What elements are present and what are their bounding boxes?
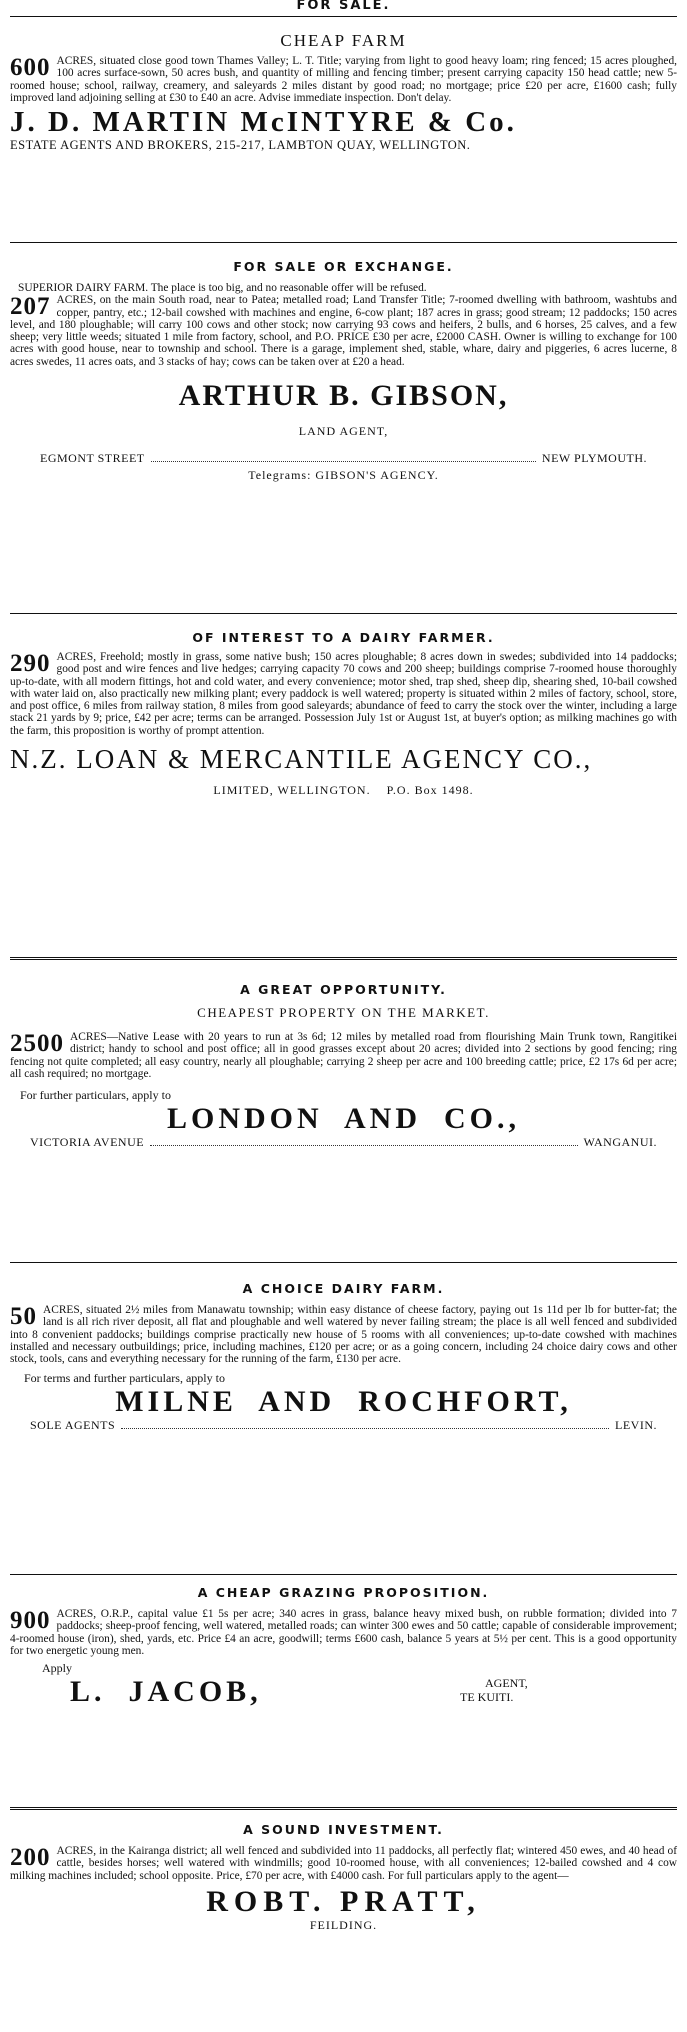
ad-divider — [10, 1807, 677, 1810]
apply-line: For further particulars, apply to — [20, 1088, 171, 1103]
acreage-number: 50 — [10, 1303, 37, 1330]
ad-body — [10, 1608, 677, 1657]
ad-heading: A SOUND INVESTMENT. — [243, 1822, 444, 1837]
ad-intro: SUPERIOR DAIRY FARM. The place is too big, and no reasonable offer will be refused. — [18, 282, 427, 294]
ad-heading: CHEAP FARM — [280, 31, 407, 50]
agent-street: EGMONT STREET — [40, 451, 145, 466]
agent-name: J. D. MARTIN McINTYRE & Co. — [10, 106, 517, 139]
agent-address: LIMITED, WELLINGTON. P.O. Box 1498. — [213, 783, 474, 798]
ad-great-opportunity — [10, 982, 677, 1262]
agent-town: LEVIN. — [615, 1418, 657, 1433]
ad-choice-dairy-farm — [10, 1281, 677, 1574]
apply-line: For terms and further particulars, apply to — [24, 1371, 225, 1386]
agent-address-row — [10, 1135, 677, 1150]
acreage-number: 2500 — [10, 1030, 64, 1057]
acreage-number: 200 — [10, 1844, 51, 1871]
ad-dairy-farmer — [10, 630, 677, 957]
leader-dots — [121, 1418, 609, 1429]
ad-heading: FOR SALE OR EXCHANGE. — [233, 259, 454, 274]
agent-address-row — [10, 451, 677, 466]
leader-dots — [150, 1135, 577, 1146]
ad-body — [10, 651, 677, 737]
ad-text: ACRES, O.R.P., capital value £1 5s per acre; 340 acres in grass, balance heavy mixed bush, on rubble formation; divided into 7 paddocks; sheep-proof fencing, well watered, metalled roads; can winter 300 ewes and 50 cattle; capable of considerable improvement; 4-roomed house (iron), shed, yards, etc. Price £4 an acre, goodwill; terms £600 cash, balance 5 years at 5½ per cent. This is a good opportunity for two energetic young men. — [10, 1608, 677, 1657]
ad-sale-or-exchange — [10, 259, 677, 613]
ad-divider — [10, 613, 677, 614]
ad-text: ACRES, situated close good town Thames Valley; L. T. Title; varying from light to good heavy loam; ring fenced; 15 acres ploughed, 100 acres surface-sown, 50 acres bush, and quantity of milling and fencing timber; present carrying capacity 150 head cattle; new 5-roomed house; school, railway, creamery, and saleyards 2 miles distant by good road; no mortgage; price £20 per acre, £1600 cash; fully improved land adjoining selling at £30 to £40 an acre. Advise immediate inspection. Don't delay. — [10, 55, 677, 104]
agent-town: NEW PLYMOUTH. — [541, 451, 647, 466]
ad-heading: A GREAT OPPORTUNITY. — [240, 982, 447, 997]
agent-name: MILNE AND ROCHFORT, — [115, 1385, 572, 1419]
ad-divider — [10, 1262, 677, 1263]
agent-block — [10, 1676, 677, 1716]
ad-sound-investment — [10, 1822, 677, 2032]
agent-name: L. JACOB, — [70, 1675, 262, 1709]
ad-heading: OF INTEREST TO A DAIRY FARMER. — [192, 630, 495, 645]
ad-text: ACRES, Freehold; mostly in grass, some native bush; 150 acres ploughable; 8 acres down in swedes; subdivided into 14 paddocks; good post and wire fences and live hedges; carrying capacity 70 cows and 200 sheep; buildings comprise 7-roomed house thoroughly up-to-date, with all modern fittings, hot and cold water, and every convenience; motor shed, trap shed, sheep dip, shearing shed, 10-bail cowshed with water laid on, also practically new milking plant; every paddock is well watered; property is situated within 2 miles of factory, school, store, and post office, 6 miles from railway station, 8 miles from good saleyards; abundance of feed to carry the stock over the winter, including a large stack 21 yards by 9; price, £42 per acre; terms can be arranged. Possession July 1st or August 1st, at buyer's option; as milking machines go with the farm, this proposition is worthy of prompt attention. — [10, 651, 677, 737]
telegrams: Telegrams: GIBSON'S AGENCY. — [248, 468, 439, 483]
agent-town: TE KUITI. — [460, 1690, 514, 1705]
ad-divider — [10, 1574, 677, 1575]
agent-street: VICTORIA AVENUE — [30, 1135, 145, 1150]
agent-address-row — [10, 1418, 677, 1433]
ad-text: ACRES, in the Kairanga district; all well fenced and subdivided into 11 paddocks, all perfectly flat; wintered 450 ewes, and 40 head of cattle, besides horses; well watered with windmills; good 10-roomed house, with all conveniences; 12-bailed cowshed and 4 cow milking machines included; school opposite. Price, £70 per acre, with £4000 cash. For full particulars apply to the agent— — [10, 1845, 677, 1882]
ad-body — [10, 55, 677, 104]
leader-dots — [151, 451, 536, 462]
agent-name: LONDON AND CO., — [166, 1102, 520, 1136]
ad-cheap-grazing — [10, 1585, 677, 1807]
ad-divider — [10, 242, 677, 243]
acreage-number: 290 — [10, 650, 51, 677]
ad-text: ACRES—Native Lease with 20 years to run at 3s 6d; 12 miles by metalled road from flourishing Main Trunk town, Rangitikei district; handy to school and post office; all in good grasses except about 20 acres; divided into 2 sections by good fencing; ring fencing not quite completed; all easy country, nearly all ploughable; carrying 2 sheep per acre and 100 breeding cattle; price, £2 17s 6d per acre; all cash required; no mortgage. — [10, 1031, 677, 1080]
ad-heading: A CHEAP GRAZING PROPOSITION. — [197, 1585, 490, 1600]
ad-subheading: CHEAPEST PROPERTY ON THE MARKET. — [197, 1005, 490, 1020]
ad-text: ACRES, situated 2½ miles from Manawatu township; within easy distance of cheese factory, paying out 1s 11d per lb for butter-fat; the land is all rich river deposit, all flat and ploughable and well watered by never failing stream; the place is all well fenced and subdivided into 8 convenient paddocks; buildings comprise practically new house of 5 rooms with all conveniences; up-to-date cowshed with machines installed and necessary outbuildings; price, including machines, £120 per acre; or as a going concern, including 24 choice dairy cows and other stock, tools, cans and everything necessary for the running of the farm, £130 per acre. — [10, 1304, 677, 1366]
ad-body — [10, 294, 677, 368]
page-header: FOR SALE. — [296, 0, 391, 13]
agent-town: WANGANUI. — [583, 1135, 657, 1150]
agent-address: ESTATE AGENTS AND BROKERS, 215-217, LAMBTON QUAY, WELLINGTON. — [10, 138, 471, 153]
ad-heading: A CHOICE DAIRY FARM. — [242, 1281, 445, 1296]
ad-body — [10, 1031, 677, 1080]
ad-cheap-farm — [10, 31, 677, 242]
agent-town: FEILDING. — [309, 1917, 378, 1932]
ad-text: ACRES, on the main South road, near to Patea; metalled road; Land Transfer Title; 7-roomed dwelling with bathroom, washtubs and copper, pantry, etc.; 12-bail cowshed with machines and engine, 6-cow plant; 187 acres in grass; good stream; 12 paddocks; 150 acres level, and 180 ploughable; will carry 100 cows and other stock; now carrying 93 cows and heifers, 2 bulls, and 6 horses, 25 calves, and a few sheep; very little weeds; situated 1 mile from factory, school, and P.O. PRICE £30 per acre, £2000 CASH. Owner is willing to exchange for 100 acres with good house, near to township and school. There is a garage, implement shed, stable, whare, dairy and piggeries, 6 acres lucerne, 8 acres swedes, 11 acres oats, and 3 stacks of hay; cows can be taken over at £20 a head. — [10, 294, 677, 368]
agent-name: N.Z. LOAN & MERCANTILE AGENCY CO., — [10, 744, 593, 775]
apply-line: Apply — [42, 1661, 72, 1676]
agent-title: LAND AGENT, — [298, 424, 389, 439]
acreage-number: 600 — [10, 54, 51, 81]
ad-body — [10, 1304, 677, 1365]
acreage-number: 207 — [10, 293, 51, 321]
ad-body — [10, 1845, 677, 1882]
agent-name: ARTHUR B. GIBSON, — [178, 379, 509, 413]
agent-title: AGENT, — [485, 1676, 528, 1691]
agent-label: SOLE AGENTS — [30, 1418, 116, 1433]
header-rule — [10, 16, 677, 17]
acreage-number: 900 — [10, 1607, 51, 1634]
agent-name: ROBT. PRATT, — [206, 1884, 481, 1918]
ad-divider — [10, 957, 677, 960]
